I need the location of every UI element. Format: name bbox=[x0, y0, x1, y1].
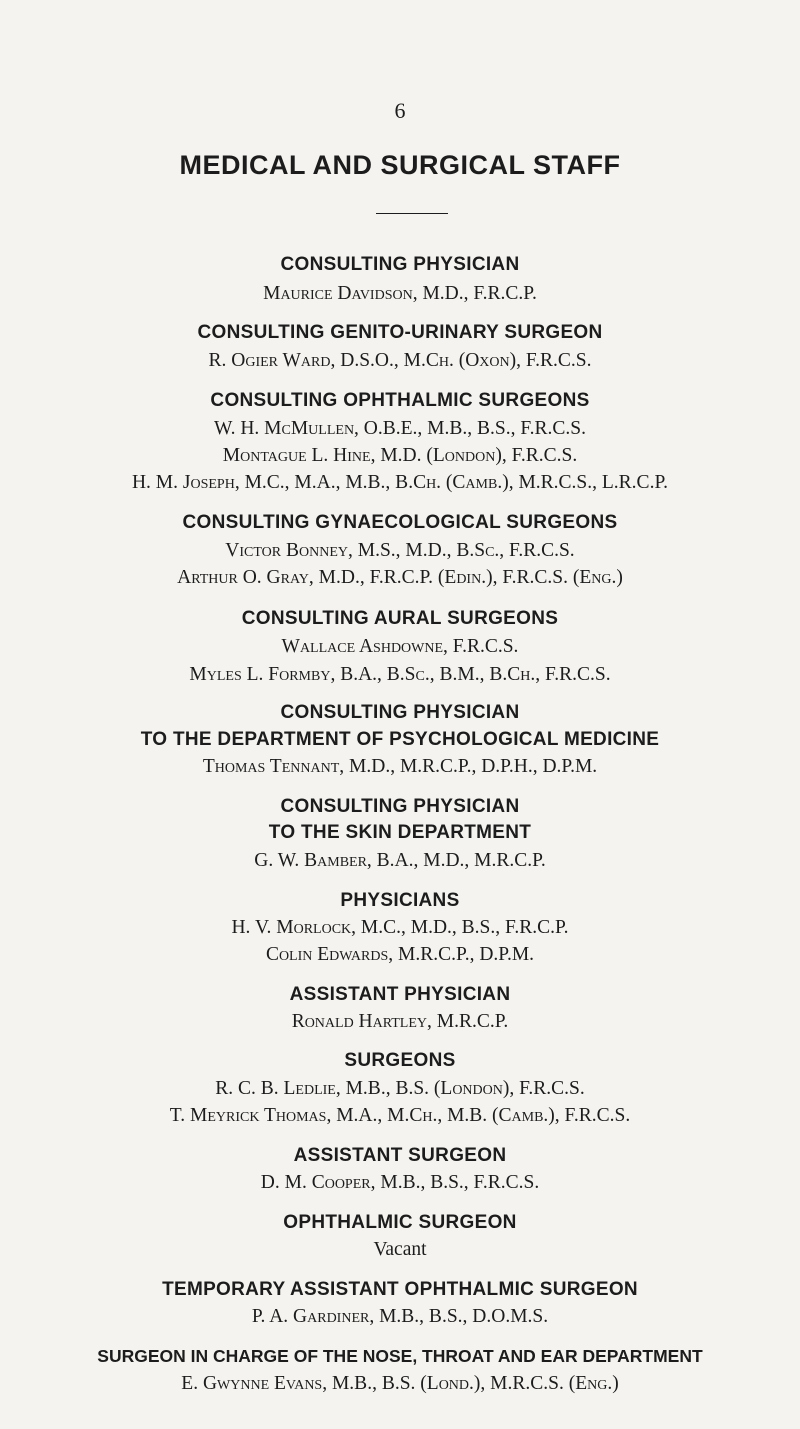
section-heading-skin-1: CONSULTING PHYSICIAN bbox=[280, 796, 520, 817]
section-heading-skin-2: TO THE SKIN DEPARTMENT bbox=[268, 822, 532, 843]
staff-entry: H. V. Morlock, M.C., M.D., B.S., F.R.C.P. bbox=[231, 917, 569, 938]
staff-entry: Thomas Tennant, M.D., M.R.C.P., D.P.H., D.P.M. bbox=[202, 756, 598, 777]
staff-entry: Wallace Ashdowne, F.R.C.S. bbox=[281, 636, 519, 657]
page-title: MEDICAL AND SURGICAL STAFF bbox=[179, 150, 621, 180]
section-heading-consulting-physician: CONSULTING PHYSICIAN bbox=[280, 254, 520, 275]
section-heading-psychological-2: TO THE DEPARTMENT OF PSYCHOLOGICAL MEDICINE bbox=[140, 729, 660, 750]
staff-entry: G. W. Bamber, B.A., M.D., M.R.C.P. bbox=[254, 850, 546, 871]
staff-entry: P. A. Gardiner, M.B., B.S., D.O.M.S. bbox=[251, 1306, 549, 1327]
staff-entry: Colin Edwards, M.R.C.P., D.P.M. bbox=[265, 944, 535, 965]
staff-entry: R. Ogier Ward, D.S.O., M.Ch. (Oxon), F.R.C.S. bbox=[208, 350, 592, 371]
section-heading-assistant-surgeon: ASSISTANT SURGEON bbox=[293, 1145, 507, 1166]
page-number: 6 bbox=[394, 98, 406, 123]
staff-entry: Arthur O. Gray, M.D., F.R.C.P. (Edin.), F.R.C.S. (Eng.) bbox=[177, 567, 623, 588]
staff-entry: D. M. Cooper, M.B., B.S., F.R.C.S. bbox=[260, 1172, 540, 1193]
staff-entry: T. Meyrick Thomas, M.A., M.Ch., M.B. (Camb.), F.R.C.S. bbox=[169, 1105, 631, 1126]
staff-entry: W. H. McMullen, O.B.E., M.B., B.S., F.R.C.S. bbox=[213, 418, 587, 439]
section-heading-ophthalmic-surgeon: OPHTHALMIC SURGEON bbox=[283, 1212, 517, 1233]
title-divider bbox=[376, 213, 448, 214]
staff-entry: Maurice Davidson, M.D., F.R.C.P. bbox=[263, 283, 537, 304]
section-heading-aural: CONSULTING AURAL SURGEONS bbox=[241, 608, 559, 629]
staff-entry: H. M. Joseph, M.C., M.A., M.B., B.Ch. (Camb.), M.R.C.S., L.R.C.P. bbox=[131, 472, 669, 493]
section-heading-psychological-1: CONSULTING PHYSICIAN bbox=[280, 702, 520, 723]
section-heading-physicians: PHYSICIANS bbox=[340, 890, 460, 911]
staff-entry: R. C. B. Ledlie, M.B., B.S. (London), F.R.C.S. bbox=[215, 1078, 585, 1099]
staff-entry: Montague L. Hine, M.D. (London), F.R.C.S. bbox=[222, 445, 578, 466]
staff-entry-vacant: Vacant bbox=[373, 1239, 427, 1260]
section-heading-genito-urinary: CONSULTING GENITO-URINARY SURGEON bbox=[197, 322, 603, 343]
section-heading-assistant-physician: ASSISTANT PHYSICIAN bbox=[289, 984, 511, 1005]
staff-entry: Ronald Hartley, M.R.C.P. bbox=[291, 1011, 509, 1032]
section-heading-ophthalmic-consulting: CONSULTING OPHTHALMIC SURGEONS bbox=[210, 390, 590, 411]
section-heading-ent: SURGEON IN CHARGE OF THE NOSE, THROAT AND EAR DEPARTMENT bbox=[97, 1346, 703, 1366]
staff-entry: E. Gwynne Evans, M.B., B.S. (Lond.), M.R.C.S. (Eng.) bbox=[181, 1373, 619, 1394]
staff-entry: Myles L. Formby, B.A., B.Sc., B.M., B.Ch., F.R.C.S. bbox=[189, 664, 611, 685]
section-heading-surgeons: SURGEONS bbox=[344, 1050, 456, 1071]
section-heading-temporary-ophthalmic: TEMPORARY ASSISTANT OPHTHALMIC SURGEON bbox=[162, 1279, 638, 1300]
staff-entry: Victor Bonney, M.S., M.D., B.Sc., F.R.C.S. bbox=[225, 540, 575, 561]
section-heading-gynaecological: CONSULTING GYNAECOLOGICAL SURGEONS bbox=[182, 512, 618, 533]
